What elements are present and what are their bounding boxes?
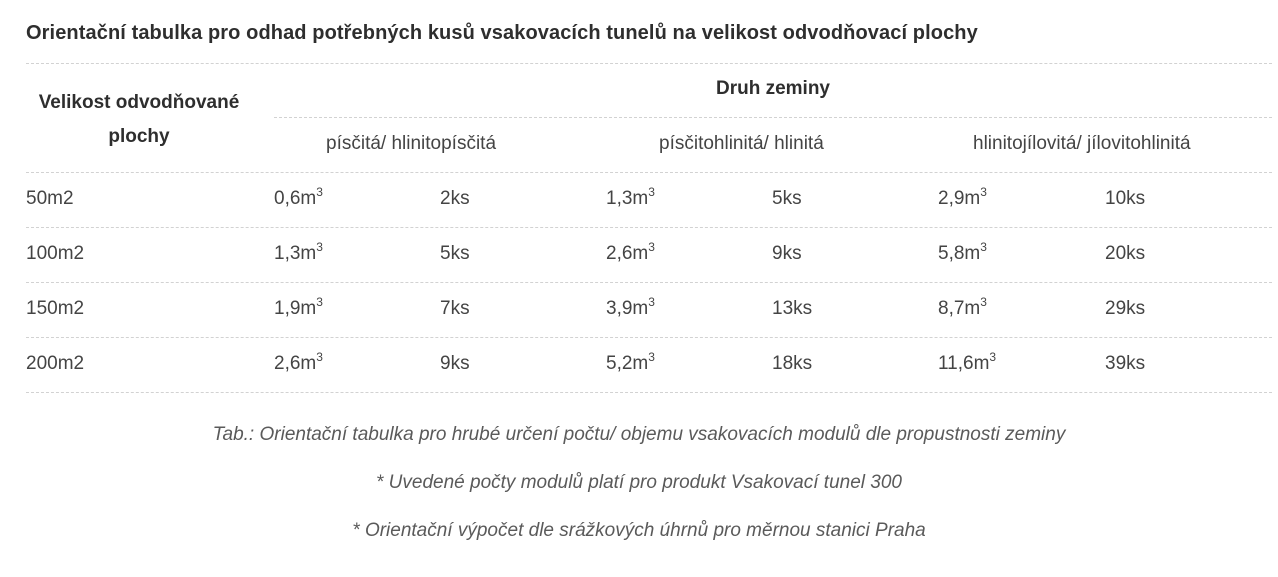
volume-unit: m xyxy=(964,188,981,209)
volume-cell xyxy=(606,240,655,265)
volume-cell xyxy=(274,295,323,320)
count-cell: 20ks xyxy=(1105,243,1146,264)
soil-type-header: hlinitojílovitá/ jílovitohlinitá xyxy=(973,133,1191,154)
row-area-label: 50m2 xyxy=(26,188,74,209)
volume-value: 1,3 xyxy=(274,243,301,264)
divider xyxy=(26,172,1272,173)
volume-unit: m xyxy=(300,298,317,319)
volume-value: 1,3 xyxy=(606,188,633,209)
volume-exponent: 3 xyxy=(989,350,997,364)
volume-value: 8,7 xyxy=(938,298,965,319)
soil-type-header: písčitá/ hlinitopísčitá xyxy=(326,133,497,154)
caption: Tab.: Orientační tabulka pro hrubé určení počtu/ objemu vsakovacích modulů dle propustnosti zeminy xyxy=(212,424,1066,445)
caption: * Uvedené počty modulů platí pro produkt Vsakovací tunel 300 xyxy=(376,472,902,493)
volume-cell xyxy=(938,240,987,265)
volume-cell xyxy=(606,350,655,375)
volume-exponent: 3 xyxy=(980,240,987,254)
volume-value: 1,9 xyxy=(274,298,301,319)
volume-unit: m xyxy=(300,353,317,374)
volume-value: 11,6 xyxy=(938,353,974,374)
caption: * Orientační výpočet dle srážkových úhrnů pro měrnou stanici Praha xyxy=(352,520,926,541)
count-cell: 9ks xyxy=(772,243,802,264)
group-header: Druh zeminy xyxy=(715,78,831,99)
volume-exponent: 3 xyxy=(316,295,323,309)
volume-exponent: 3 xyxy=(316,350,323,364)
row-divider xyxy=(26,282,1272,283)
volume-exponent: 3 xyxy=(316,240,323,254)
volume-cell xyxy=(274,350,323,375)
volume-exponent: 3 xyxy=(980,295,987,309)
volume-cell xyxy=(938,295,987,320)
volume-unit: m xyxy=(632,188,649,209)
volume-cell xyxy=(938,350,997,375)
row-area-label: 200m2 xyxy=(26,353,85,374)
divider xyxy=(274,117,1272,118)
volume-cell xyxy=(274,240,323,265)
divider xyxy=(26,63,1272,64)
volume-unit: m xyxy=(632,298,649,319)
count-cell: 5ks xyxy=(440,243,470,264)
volume-cell xyxy=(606,295,655,320)
volume-unit: m xyxy=(632,353,649,374)
row-header xyxy=(26,86,252,154)
volume-cell xyxy=(606,185,655,210)
volume-value: 0,6 xyxy=(274,188,301,209)
row-divider xyxy=(26,227,1272,228)
volume-cell xyxy=(938,185,987,210)
volume-unit: m xyxy=(632,243,649,264)
soil-type-header: písčitohlinitá/ hlinitá xyxy=(659,133,824,154)
table-title: Orientační tabulka pro odhad potřebných kusů vsakovacích tunelů na velikost odvodňovací plochy xyxy=(26,22,978,44)
volume-value: 2,6 xyxy=(606,243,633,264)
count-cell: 2ks xyxy=(440,188,470,209)
count-cell: 9ks xyxy=(440,353,470,374)
count-cell: 39ks xyxy=(1105,353,1146,374)
volume-unit: m xyxy=(964,298,981,319)
row-header-line: Velikost odvodňované xyxy=(38,92,240,113)
volume-value: 3,9 xyxy=(606,298,633,319)
volume-exponent: 3 xyxy=(980,185,987,199)
row-area-label: 150m2 xyxy=(26,298,85,319)
volume-unit: m xyxy=(300,243,317,264)
volume-exponent: 3 xyxy=(648,295,655,309)
volume-unit: m xyxy=(300,188,317,209)
row-divider xyxy=(26,337,1272,338)
volume-value: 5,8 xyxy=(938,243,965,264)
count-cell: 7ks xyxy=(440,298,470,319)
volume-exponent: 3 xyxy=(648,350,655,364)
volume-value: 2,6 xyxy=(274,353,301,374)
count-cell: 13ks xyxy=(772,298,813,319)
volume-unit: m xyxy=(964,243,981,264)
volume-exponent: 3 xyxy=(648,240,655,254)
volume-value: 5,2 xyxy=(606,353,633,374)
volume-cell xyxy=(274,185,323,210)
volume-exponent: 3 xyxy=(648,185,655,199)
row-header-line: plochy xyxy=(108,126,170,147)
count-cell: 10ks xyxy=(1105,188,1146,209)
row-area-label: 100m2 xyxy=(26,243,85,264)
volume-unit: m xyxy=(973,353,990,374)
volume-exponent: 3 xyxy=(316,185,323,199)
volume-value: 2,9 xyxy=(938,188,965,209)
count-cell: 18ks xyxy=(772,353,813,374)
count-cell: 5ks xyxy=(772,188,802,209)
row-divider xyxy=(26,392,1272,393)
count-cell: 29ks xyxy=(1105,298,1146,319)
